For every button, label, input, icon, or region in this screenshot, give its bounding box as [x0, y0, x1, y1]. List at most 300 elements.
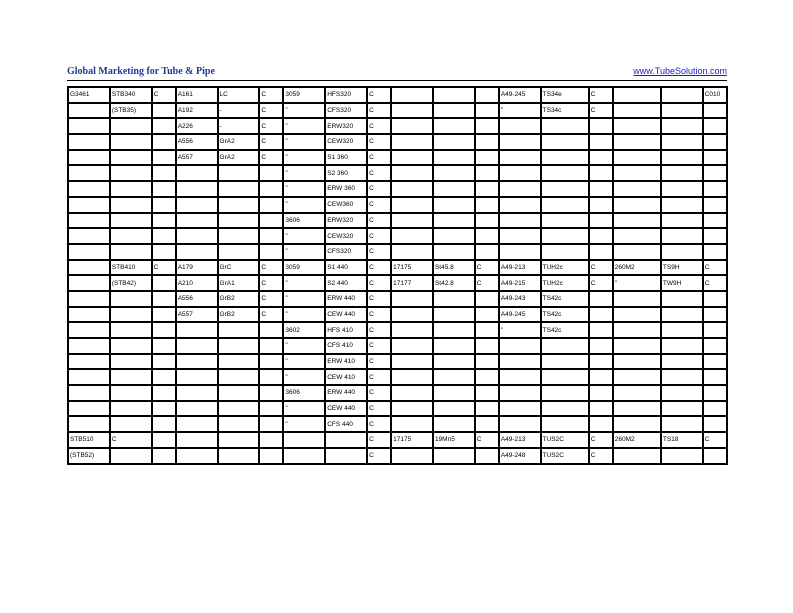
table-cell: A179 [176, 260, 218, 276]
table-cell [613, 401, 661, 417]
table-row [68, 165, 727, 181]
table-cell [613, 118, 661, 134]
table-cell [152, 228, 176, 244]
table-cell [68, 369, 110, 385]
table-cell: S2 440 [325, 275, 367, 291]
table-cell [475, 385, 499, 401]
page-header [67, 64, 727, 80]
table-cell [391, 213, 433, 229]
table-cell [703, 416, 727, 432]
table-cell [176, 385, 218, 401]
table-cell [613, 244, 661, 260]
table-cell [110, 448, 152, 464]
table-cell: C [367, 181, 391, 197]
table-cell [110, 118, 152, 134]
table-cell: CEW 440 [325, 307, 367, 323]
table-cell [703, 228, 727, 244]
table-cell [218, 165, 260, 181]
table-cell: C [259, 87, 283, 103]
table-cell [589, 150, 613, 166]
table-cell [499, 228, 541, 244]
table-cell [218, 181, 260, 197]
table-cell: C [367, 197, 391, 213]
header-divider [67, 80, 727, 81]
table-cell [433, 150, 475, 166]
table-cell [613, 448, 661, 464]
table-cell [68, 181, 110, 197]
table-cell: TS18 [661, 432, 703, 448]
table-cell: C [703, 260, 727, 276]
table-cell: C [152, 87, 176, 103]
table-cell [475, 448, 499, 464]
table-cell [589, 354, 613, 370]
table-cell: C010 [703, 87, 727, 103]
table-cell [475, 354, 499, 370]
table-cell [589, 118, 613, 134]
table-cell [218, 228, 260, 244]
table-cell: C [110, 432, 152, 448]
table-cell [259, 338, 283, 354]
table-cell: TUH2c [541, 275, 589, 291]
table-row [68, 432, 727, 448]
table-cell [259, 354, 283, 370]
table-cell: A49-215 [499, 275, 541, 291]
table-cell: C [589, 260, 613, 276]
table-cell [589, 307, 613, 323]
table-cell [703, 181, 727, 197]
table-cell [589, 165, 613, 181]
table-cell [176, 165, 218, 181]
table-cell: C [589, 275, 613, 291]
table-cell [589, 228, 613, 244]
table-cell: " [283, 416, 325, 432]
table-cell [613, 213, 661, 229]
table-cell [703, 165, 727, 181]
table-cell: " [283, 244, 325, 260]
table-row [68, 338, 727, 354]
table-cell [68, 103, 110, 119]
table-cell [68, 197, 110, 213]
table-cell [391, 369, 433, 385]
table-cell [613, 385, 661, 401]
table-cell [541, 244, 589, 260]
table-cell [259, 181, 283, 197]
table-cell: STB510 [68, 432, 110, 448]
table-cell: " [283, 228, 325, 244]
table-cell: GrB2 [218, 291, 260, 307]
standards-table [67, 86, 728, 465]
table-cell [152, 416, 176, 432]
table-cell: - [218, 103, 260, 119]
table-cell: CFS 410 [325, 338, 367, 354]
table-cell [499, 213, 541, 229]
table-cell [152, 134, 176, 150]
table-cell [499, 385, 541, 401]
table-cell [661, 307, 703, 323]
table-cell [613, 416, 661, 432]
table-cell [499, 338, 541, 354]
table-cell [110, 244, 152, 260]
table-row [68, 244, 727, 260]
table-cell [589, 338, 613, 354]
table-cell [541, 150, 589, 166]
table-cell: C [367, 244, 391, 260]
table-cell: C [367, 432, 391, 448]
table-cell: S2 360 [325, 165, 367, 181]
table-cell [499, 369, 541, 385]
table-cell [613, 134, 661, 150]
table-row [68, 213, 727, 229]
table-cell: " [283, 338, 325, 354]
table-cell [703, 244, 727, 260]
table-cell [433, 416, 475, 432]
table-cell: 17175 [391, 260, 433, 276]
table-cell [433, 197, 475, 213]
table-cell [613, 338, 661, 354]
table-cell [259, 322, 283, 338]
table-cell [176, 228, 218, 244]
table-cell [661, 87, 703, 103]
table-cell [391, 385, 433, 401]
table-cell [589, 369, 613, 385]
table-cell [68, 354, 110, 370]
table-cell: TW9H [661, 275, 703, 291]
table-row [68, 118, 727, 134]
table-cell: C [259, 118, 283, 134]
table-cell [176, 197, 218, 213]
table-cell: C [589, 448, 613, 464]
table-body [68, 87, 727, 464]
table-cell [218, 338, 260, 354]
table-cell: C [367, 322, 391, 338]
table-row [68, 103, 727, 119]
table-cell: C [475, 275, 499, 291]
table-cell: C [475, 432, 499, 448]
table-cell: GrA1 [218, 275, 260, 291]
table-cell [589, 181, 613, 197]
table-cell: ERW320 [325, 213, 367, 229]
table-cell [703, 307, 727, 323]
table-cell [110, 197, 152, 213]
table-cell [110, 416, 152, 432]
table-cell: " [283, 150, 325, 166]
table-cell: CFS320 [325, 244, 367, 260]
table-cell [110, 338, 152, 354]
table-cell [499, 134, 541, 150]
table-cell [499, 244, 541, 260]
table-cell [259, 385, 283, 401]
table-cell [218, 369, 260, 385]
table-cell: 260M2 [613, 432, 661, 448]
table-cell [259, 165, 283, 181]
table-cell [661, 416, 703, 432]
table-row [68, 416, 727, 432]
table-row [68, 448, 727, 464]
table-cell: A49-213 [499, 260, 541, 276]
table-cell: A49-248 [499, 448, 541, 464]
table-cell: C [703, 432, 727, 448]
table-cell: C [367, 401, 391, 417]
table-cell [661, 244, 703, 260]
table-cell [475, 181, 499, 197]
table-cell [391, 87, 433, 103]
table-cell: A49-245 [499, 307, 541, 323]
table-cell: C [367, 338, 391, 354]
table-cell [589, 291, 613, 307]
table-cell: TS34e [541, 87, 589, 103]
table-cell [589, 385, 613, 401]
table-cell: C [367, 275, 391, 291]
table-cell [325, 448, 367, 464]
table-cell: HFS 410 [325, 322, 367, 338]
table-cell [499, 197, 541, 213]
table-row [68, 291, 727, 307]
table-cell: A226 [176, 118, 218, 134]
table-cell: CEW320 [325, 228, 367, 244]
table-cell: A49-243 [499, 291, 541, 307]
table-cell [499, 416, 541, 432]
table-cell [391, 291, 433, 307]
table-cell [218, 416, 260, 432]
table-cell [661, 134, 703, 150]
table-cell [110, 228, 152, 244]
table-cell [589, 213, 613, 229]
table-cell [176, 181, 218, 197]
table-cell: " [283, 118, 325, 134]
table-cell [283, 448, 325, 464]
table-cell [661, 150, 703, 166]
table-cell [475, 369, 499, 385]
table-cell: ERW320 [325, 118, 367, 134]
table-cell: 3059 [283, 260, 325, 276]
table-cell [661, 213, 703, 229]
table-cell [218, 385, 260, 401]
table-cell [218, 401, 260, 417]
table-cell: ERW 360 [325, 181, 367, 197]
table-cell: C [703, 275, 727, 291]
table-cell [176, 338, 218, 354]
table-cell: (STB42) [110, 275, 152, 291]
table-cell [433, 181, 475, 197]
table-cell [703, 338, 727, 354]
table-cell [661, 228, 703, 244]
table-cell: GrA2 [218, 134, 260, 150]
table-cell [661, 401, 703, 417]
table-cell [475, 197, 499, 213]
table-cell [613, 354, 661, 370]
table-cell [68, 150, 110, 166]
table-cell [218, 213, 260, 229]
table-row [68, 385, 727, 401]
table-cell [218, 448, 260, 464]
table-cell [68, 228, 110, 244]
table-cell [433, 385, 475, 401]
table-cell: A556 [176, 291, 218, 307]
table-cell [176, 448, 218, 464]
website-link[interactable]: www.TubeSolution.com [633, 66, 727, 76]
table-cell [661, 118, 703, 134]
table-cell [703, 448, 727, 464]
table-cell [152, 165, 176, 181]
table-cell [68, 385, 110, 401]
table-cell [589, 416, 613, 432]
table-cell [589, 197, 613, 213]
table-cell: HFS320 [325, 87, 367, 103]
table-cell [703, 322, 727, 338]
table-cell [541, 118, 589, 134]
table-cell: C [152, 260, 176, 276]
table-cell [613, 87, 661, 103]
table-cell [433, 244, 475, 260]
table-cell: C [367, 416, 391, 432]
table-cell [475, 228, 499, 244]
table-cell [433, 291, 475, 307]
table-cell [433, 354, 475, 370]
table-cell: " [283, 401, 325, 417]
table-cell [152, 150, 176, 166]
table-cell [703, 401, 727, 417]
table-cell: " [499, 322, 541, 338]
table-cell [541, 181, 589, 197]
table-cell [110, 165, 152, 181]
table-cell [541, 369, 589, 385]
table-cell: TS34c [541, 103, 589, 119]
table-cell [433, 307, 475, 323]
table-cell [433, 322, 475, 338]
table-cell [433, 369, 475, 385]
table-cell [613, 291, 661, 307]
table-cell: C [367, 228, 391, 244]
table-cell [259, 448, 283, 464]
table-cell [391, 401, 433, 417]
table-cell [661, 181, 703, 197]
table-cell [703, 213, 727, 229]
table-cell: A210 [176, 275, 218, 291]
table-cell [703, 354, 727, 370]
table-cell [589, 244, 613, 260]
table-cell [541, 134, 589, 150]
table-cell [110, 385, 152, 401]
table-cell [613, 307, 661, 323]
table-cell [259, 197, 283, 213]
table-cell [475, 416, 499, 432]
table-cell [176, 213, 218, 229]
table-cell: TUH2c [541, 260, 589, 276]
table-cell [613, 165, 661, 181]
table-cell [589, 134, 613, 150]
table-cell [152, 275, 176, 291]
table-cell [661, 291, 703, 307]
table-cell [661, 354, 703, 370]
table-cell: C [367, 369, 391, 385]
table-cell [433, 165, 475, 181]
table-cell [499, 354, 541, 370]
table-cell [176, 322, 218, 338]
table-cell [541, 401, 589, 417]
table-cell: C [367, 165, 391, 181]
table-cell [259, 244, 283, 260]
table-cell [152, 291, 176, 307]
table-cell: C [367, 291, 391, 307]
table-cell [110, 354, 152, 370]
table-cell: TS9H [661, 260, 703, 276]
table-cell: CEW360 [325, 197, 367, 213]
table-cell [283, 432, 325, 448]
table-cell [613, 197, 661, 213]
table-cell [589, 322, 613, 338]
table-cell [661, 338, 703, 354]
table-cell [68, 307, 110, 323]
table-cell: C [589, 103, 613, 119]
table-cell [433, 134, 475, 150]
table-row [68, 401, 727, 417]
table-cell: C [367, 385, 391, 401]
table-cell [433, 87, 475, 103]
table-cell: " [283, 307, 325, 323]
table-cell: A161 [176, 87, 218, 103]
table-cell [176, 354, 218, 370]
table-row [68, 87, 727, 103]
table-cell [661, 369, 703, 385]
table-cell: STB410 [110, 260, 152, 276]
table-cell: TS42c [541, 322, 589, 338]
table-cell [613, 181, 661, 197]
table-cell [391, 103, 433, 119]
table-cell [589, 401, 613, 417]
table-cell [152, 307, 176, 323]
table-cell [152, 385, 176, 401]
table-cell [475, 322, 499, 338]
table-cell [475, 103, 499, 119]
table-cell [433, 228, 475, 244]
table-cell [475, 87, 499, 103]
table-cell [68, 165, 110, 181]
table-cell: CFS 440 [325, 416, 367, 432]
table-cell [259, 213, 283, 229]
table-cell [218, 244, 260, 260]
table-cell [391, 150, 433, 166]
table-row [68, 150, 727, 166]
table-cell [475, 150, 499, 166]
table-cell [475, 244, 499, 260]
table-cell: GrC [218, 260, 260, 276]
table-cell [259, 432, 283, 448]
table-cell [110, 134, 152, 150]
table-row [68, 307, 727, 323]
table-cell [152, 197, 176, 213]
table-cell: C [367, 118, 391, 134]
table-cell [259, 369, 283, 385]
table-cell: 3059 [283, 87, 325, 103]
table-cell: TS42c [541, 307, 589, 323]
table-cell: St42.8 [433, 275, 475, 291]
table-cell [176, 244, 218, 260]
table-cell [499, 150, 541, 166]
table-cell [68, 118, 110, 134]
table-cell [475, 291, 499, 307]
table-cell [661, 103, 703, 119]
table-cell [68, 401, 110, 417]
table-cell [259, 228, 283, 244]
table-cell: 3606 [283, 213, 325, 229]
table-cell [541, 338, 589, 354]
table-cell: GrA2 [218, 150, 260, 166]
table-cell [391, 197, 433, 213]
table-cell: C [259, 260, 283, 276]
table-cell: TS42c [541, 291, 589, 307]
table-cell: C [589, 87, 613, 103]
table-cell: A557 [176, 150, 218, 166]
